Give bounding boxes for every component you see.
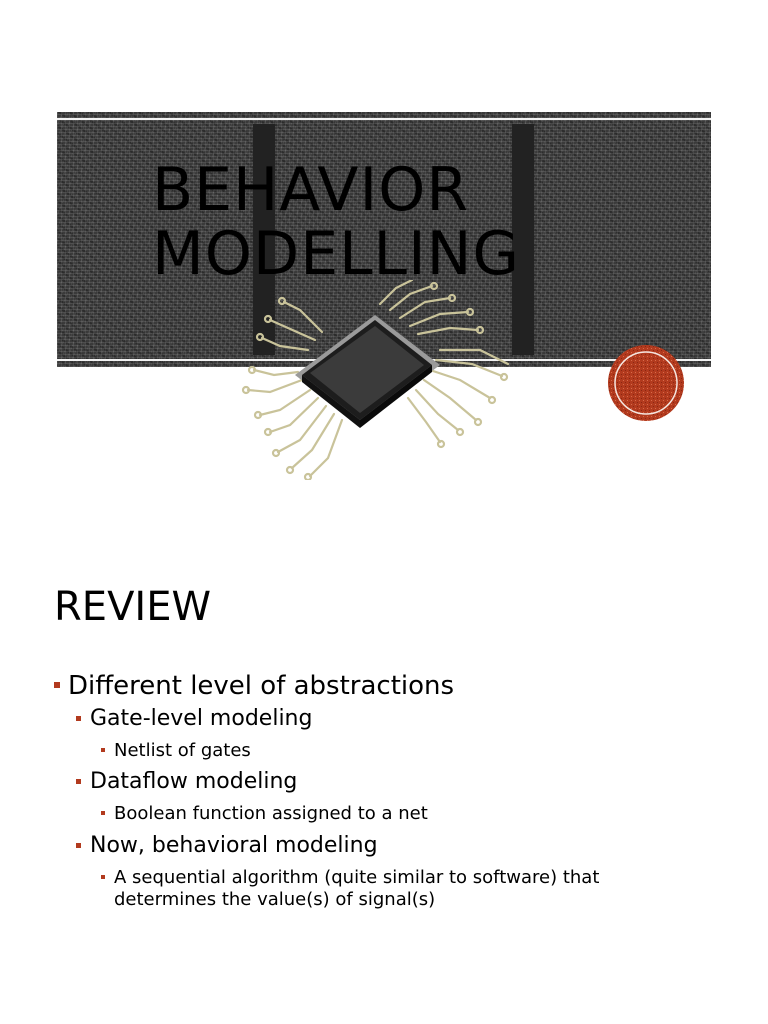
title-slide: [0, 0, 768, 510]
bullet-level-3: [101, 867, 701, 911]
bullet-level-1: [54, 670, 454, 702]
square-bullet-icon: [101, 875, 105, 879]
bullet-text: Boolean function assigned to a net: [114, 803, 428, 824]
bullet-text: Different level of abstractions: [68, 671, 455, 701]
bullet-level-3: [101, 740, 701, 762]
square-bullet-icon: [76, 843, 81, 848]
bullet-text: Now, behavioral modeling: [90, 833, 378, 858]
bullet-level-2: [76, 832, 378, 860]
slide-title-line: BEHAVIOR: [152, 155, 470, 225]
square-bullet-icon: [101, 748, 105, 752]
banner-stripe-top: [57, 118, 711, 120]
bullet-text: Dataflow modeling: [90, 769, 298, 794]
bullet-level-3: [101, 803, 701, 825]
bullet-text: A sequential algorithm (quite similar to software) that determines the value(s) of signal(s): [114, 867, 600, 910]
bullet-level-2: [76, 705, 312, 733]
square-bullet-icon: [76, 716, 81, 721]
red-circle-badge-icon: [607, 344, 687, 424]
square-bullet-icon: [101, 811, 105, 815]
bullet-text: Gate-level modeling: [90, 706, 313, 731]
review-title: REVIEW: [54, 584, 212, 630]
microchip-icon: [240, 280, 520, 480]
bullet-level-2: [76, 768, 297, 796]
square-bullet-icon: [54, 682, 60, 688]
bullet-text: Netlist of gates: [114, 740, 251, 761]
slide-title-line: MODELLING: [152, 219, 521, 289]
slide-title: [152, 155, 521, 289]
square-bullet-icon: [76, 779, 81, 784]
